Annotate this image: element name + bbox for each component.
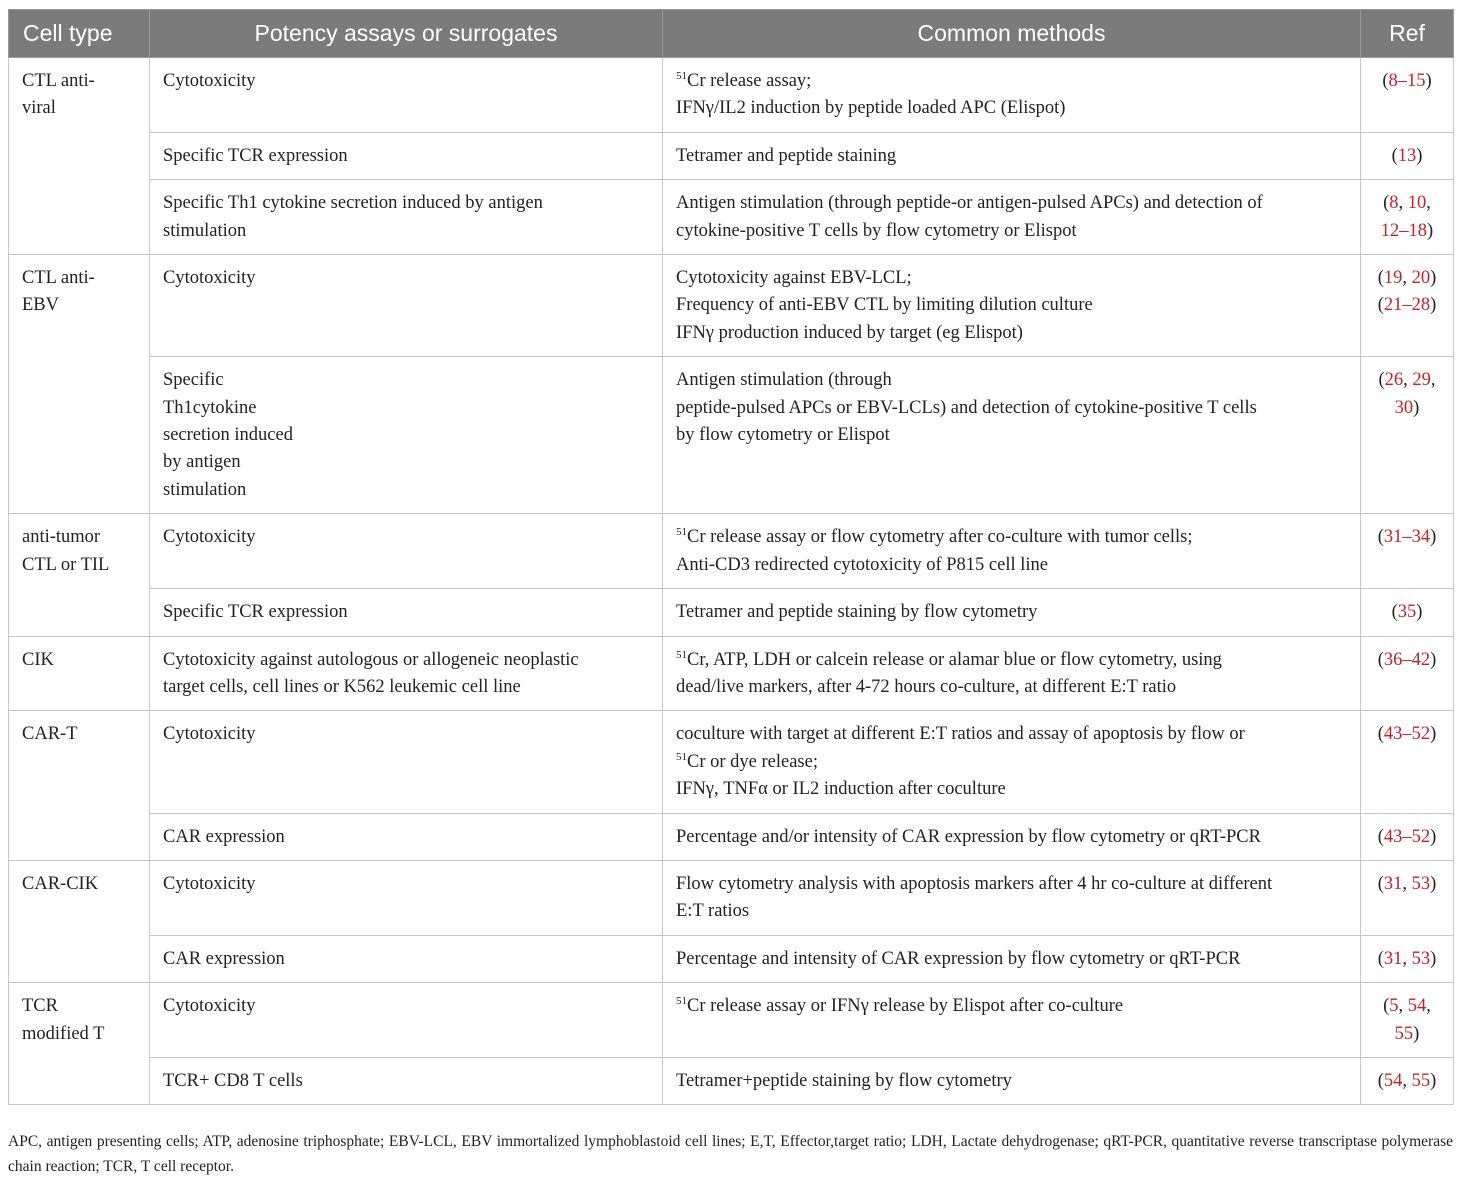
cell-type-cell [9,58,150,255]
ref-punctuation: ( [1382,71,1389,91]
isotope-superscript: 51 [676,750,687,763]
assay-cell [150,132,663,179]
methods-line [676,552,1347,579]
ref-punctuation: , [1426,996,1431,1017]
methods-line [676,674,1347,701]
methods-line [676,143,1347,170]
methods-line [676,599,1347,626]
ref-line [1365,395,1449,422]
methods-line [676,647,1347,674]
methods-line [676,95,1347,122]
assay-text: TCR+ CD8 T cells [163,1070,303,1091]
methods-text: dead/live markers, after 4-72 hours co-culture, at different E:T ratio [676,676,1177,697]
table-row [9,813,1454,860]
assay-text: CAR expression [163,948,285,969]
ref-line [1365,68,1449,95]
methods-line [676,367,1347,394]
ref-punctuation: ( [1377,826,1384,847]
methods-line [676,946,1347,973]
assay-text: stimulation [163,479,247,500]
methods-text: Antigen stimulation (through [676,370,892,391]
table-row [9,357,1454,514]
citation-link[interactable]: 43–52 [1383,724,1431,745]
methods-line [676,190,1347,217]
cell-type-text: viral [22,98,56,119]
methods-text: Percentage and/or intensity of CAR expression by flow cytometry or qRT-PCR [676,826,1261,847]
methods-text: IFNγ production induced by target (eg Elispot) [676,322,1023,343]
assay-cell [150,589,663,636]
ref-line [1365,599,1449,626]
ref-cell [1361,180,1454,255]
cell-type-cell [9,636,150,711]
assay-text: by antigen [163,452,241,473]
ref-punctuation: ) [1416,602,1423,623]
cell-type-text: anti-tumor [22,527,101,548]
methods-text: IFNγ/IL2 induction by peptide loaded APC (Elispot) [676,98,1066,119]
ref-punctuation: , [1426,193,1431,214]
methods-line [676,993,1347,1020]
methods-line [676,824,1347,851]
cell-type-cell [9,514,150,636]
isotope-superscript: 51 [676,70,687,82]
assay-cell [150,357,663,514]
ref-cell [1361,514,1454,589]
ref-punctuation: ) [1430,873,1437,894]
table-row [9,514,1454,589]
cell-type-text: modified T [22,1023,105,1044]
methods-cell [663,255,1361,357]
cell-type-text: EBV [22,295,59,316]
citation-link[interactable]: 31 [1383,948,1403,969]
table-row [9,983,1454,1058]
citation-link[interactable]: 13 [1397,145,1417,166]
ref-punctuation: ) [1430,948,1437,969]
cell-type-text: CAR-T [22,724,78,745]
cell-type-text: CTL anti- [22,71,95,91]
table-row [9,255,1454,357]
methods-text: Percentage and intensity of CAR expression by flow cytometry or qRT-PCR [676,948,1241,969]
table-row [9,711,1454,813]
cell-type-text: CTL anti- [22,268,95,289]
assay-text: Cytotoxicity [163,71,256,91]
cell-type-cell [9,983,150,1105]
ref-line [1365,721,1449,748]
citation-link[interactable]: 20 [1411,268,1431,289]
methods-cell [663,983,1361,1058]
citation-link[interactable]: 55 [1394,1023,1414,1044]
citation-link[interactable]: 12–18 [1380,220,1428,241]
ref-line [1365,1068,1449,1095]
ref-punctuation: ( [1377,1070,1384,1091]
citation-link[interactable]: 55 [1411,1070,1431,1091]
assay-cell [150,58,663,133]
methods-line [676,1068,1347,1095]
citation-link[interactable]: 43–52 [1383,826,1431,847]
citation-link[interactable]: 53 [1411,948,1431,969]
cell-type-cell [9,860,150,982]
methods-cell [663,813,1361,860]
assay-text: Specific [163,370,224,391]
ref-punctuation: ( [1377,268,1384,289]
ref-cell [1361,132,1454,179]
citation-link[interactable]: 31 [1383,873,1403,894]
methods-cell [663,58,1361,133]
table-row [9,935,1454,982]
ref-line [1365,367,1449,394]
assay-text: Cytotoxicity [163,873,256,894]
methods-text: Tetramer and peptide staining [676,145,897,166]
table-header-row [9,10,1454,58]
ref-cell [1361,255,1454,357]
table-row [9,1057,1454,1104]
cell-type-text: CIK [22,649,54,670]
ref-punctuation: ) [1413,1023,1420,1044]
ref-line [1365,143,1449,170]
ref-line [1365,647,1449,674]
methods-text: by flow cytometry or Elispot [676,425,890,446]
column-header-cell-type: Cell type [9,10,150,58]
assay-text: Th1cytokine [163,397,257,418]
cell-type-text: CAR-CIK [22,873,99,894]
methods-text: E:T ratios [676,901,750,922]
citation-link[interactable]: 31–34 [1383,527,1431,548]
ref-line [1365,218,1449,245]
assay-cell [150,935,663,982]
ref-line [1365,946,1449,973]
ref-cell [1361,711,1454,813]
assay-cell [150,860,663,935]
ref-punctuation: ( [1377,527,1384,548]
methods-cell [663,860,1361,935]
assay-text: Cytotoxicity [163,996,256,1017]
ref-line [1365,993,1449,1020]
assay-cell [150,514,663,589]
table-row [9,589,1454,636]
methods-cell [663,357,1361,514]
ref-punctuation: , [1402,948,1412,969]
ref-punctuation: , [1398,193,1408,214]
ref-punctuation: , [1402,873,1412,894]
methods-line [676,320,1347,347]
isotope-superscript: 51 [676,995,687,1008]
ref-punctuation: ( [1377,873,1384,894]
ref-punctuation: ( [1391,602,1398,623]
assay-text: Cytotoxicity against autologous or allogeneic neoplastic [163,649,579,670]
methods-text: Anti-CD3 redirected cytotoxicity of P815 cell line [676,554,1048,575]
table-row [9,636,1454,711]
ref-punctuation: ) [1425,71,1432,91]
ref-punctuation: ( [1377,948,1384,969]
citation-link[interactable]: 53 [1411,873,1431,894]
ref-punctuation: , [1430,370,1436,391]
cell-type-cell [9,255,150,514]
methods-line [676,721,1347,748]
ref-punctuation: ( [1383,996,1390,1017]
table-row [9,860,1454,935]
ref-punctuation: , [1402,268,1412,289]
cell-type-text: TCR [22,996,58,1017]
citation-link[interactable]: 30 [1394,397,1414,418]
ref-punctuation: ) [1430,649,1437,670]
citation-link[interactable]: 26 [1384,370,1404,391]
ref-cell [1361,58,1454,133]
methods-line [676,749,1347,776]
methods-text: IFNγ, TNFα or IL2 induction after coculture [676,779,1006,800]
ref-line [1365,190,1449,217]
isotope-superscript: 51 [676,648,687,661]
methods-text: Cr release assay or flow cytometry after co-culture with tumor cells; [687,527,1193,548]
methods-text: Cytotoxicity against EBV-LCL; [676,268,912,289]
citation-link[interactable]: 29 [1412,370,1431,391]
column-header-common-methods: Common methods [663,10,1361,58]
assay-text: Specific Th1 cytokine secretion induced by antigen [163,193,543,214]
ref-punctuation: ) [1430,268,1437,289]
ref-punctuation: ) [1430,826,1437,847]
ref-cell [1361,860,1454,935]
citation-link[interactable]: 21–28 [1383,295,1431,316]
methods-text: Tetramer+peptide staining by flow cytometry [676,1070,1012,1091]
ref-punctuation: ) [1427,220,1434,241]
methods-text: cytokine-positive T cells by flow cytometry or Elispot [676,220,1077,241]
column-header-potency-assays: Potency assays or surrogates [150,10,663,58]
ref-punctuation: ) [1430,527,1437,548]
methods-text: Flow cytometry analysis with apoptosis markers after 4 hr co-culture at different [676,873,1273,894]
assay-text: Specific TCR expression [163,145,348,166]
methods-text: Cr, ATP, LDH or calcein release or alamar blue or flow cytometry, using [687,649,1222,670]
column-header-ref: Ref [1361,10,1454,58]
methods-text: Antigen stimulation (through peptide-or antigen-pulsed APCs) and detection of [676,193,1263,214]
ref-punctuation: ( [1377,649,1384,670]
assay-text: target cells, cell lines or K562 leukemic cell line [163,676,521,697]
ref-punctuation: ) [1430,295,1437,316]
methods-line [676,218,1347,245]
assay-text: Cytotoxicity [163,724,256,745]
ref-line [1365,824,1449,851]
citation-link[interactable]: 5 [1389,996,1399,1017]
methods-line [676,292,1347,319]
citation-link[interactable]: 54 [1407,996,1427,1017]
assay-text: secretion induced [163,425,293,446]
ref-punctuation: ) [1430,1070,1437,1091]
methods-line [676,524,1347,551]
assay-cell [150,711,663,813]
methods-line [676,265,1347,292]
assay-text: Cytotoxicity [163,268,256,289]
assay-text: Cytotoxicity [163,527,256,548]
ref-line [1365,524,1449,551]
ref-punctuation: ( [1378,370,1385,391]
table-row [9,58,1454,133]
methods-line [676,395,1347,422]
methods-line [676,898,1347,925]
methods-line [676,422,1347,449]
assay-text: stimulation [163,220,247,241]
assay-cell [150,180,663,255]
methods-cell [663,935,1361,982]
assay-cell [150,983,663,1058]
methods-text: coculture with target at different E:T ratios and assay of apoptosis by flow or [676,724,1245,745]
citation-link[interactable]: 35 [1397,602,1417,623]
assay-cell [150,255,663,357]
methods-text: peptide-pulsed APCs or EBV-LCLs) and detection of cytokine-positive T cells [676,397,1257,418]
ref-punctuation: ( [1377,724,1384,745]
citation-link[interactable]: 19 [1383,268,1403,289]
citation-link[interactable]: 10 [1407,193,1427,214]
ref-punctuation: , [1398,996,1408,1017]
ref-punctuation: , [1402,1070,1412,1091]
table-row [9,132,1454,179]
citation-link[interactable]: 8 [1389,193,1399,214]
methods-line [676,871,1347,898]
potency-assays-table [8,9,1454,1105]
methods-cell [663,1057,1361,1104]
methods-cell [663,636,1361,711]
methods-text: Frequency of anti-EBV CTL by limiting dilution culture [676,295,1093,316]
ref-punctuation: ( [1377,295,1384,316]
table-row [9,180,1454,255]
ref-cell [1361,813,1454,860]
cell-type-text: CTL or TIL [22,554,110,575]
citation-link[interactable]: 8–15 [1388,71,1426,91]
table-body [9,58,1454,1105]
citation-link[interactable]: 36–42 [1383,649,1431,670]
methods-line [676,776,1347,803]
cell-type-cell [9,711,150,861]
methods-text: Cr release assay or IFNγ release by Elispot after co-culture [687,996,1124,1017]
isotope-superscript: 51 [676,526,687,539]
methods-line [676,68,1347,95]
methods-cell [663,180,1361,255]
table-footnote: APC, antigen presenting cells; ATP, adenosine triphosphate; EBV-LCL, EBV immortalized lymphoblastoid cell lines; E,T, Effector,target ratio; LDH, Lactate dehydrogenase; qRT-PCR, quantitative reverse transcriptase polymerase chain reaction; TCR, T cell receptor. [8,1133,1453,1175]
citation-link[interactable]: 54 [1383,1070,1403,1091]
ref-line [1365,265,1449,292]
methods-cell [663,711,1361,813]
assay-text: CAR expression [163,826,285,847]
ref-cell [1361,1057,1454,1104]
assay-text: Specific TCR expression [163,602,348,623]
ref-punctuation: ) [1430,724,1437,745]
methods-cell [663,514,1361,589]
methods-text: Cr release assay; [687,71,812,91]
methods-cell [663,589,1361,636]
ref-line [1365,1021,1449,1048]
methods-text: Tetramer and peptide staining by flow cytometry [676,602,1038,623]
methods-cell [663,132,1361,179]
ref-punctuation: , [1403,370,1413,391]
ref-line [1365,871,1449,898]
methods-text: Cr or dye release; [687,751,818,772]
ref-cell [1361,935,1454,982]
ref-cell [1361,589,1454,636]
ref-punctuation: ) [1413,397,1420,418]
ref-cell [1361,357,1454,514]
ref-cell [1361,636,1454,711]
ref-line [1365,292,1449,319]
assay-cell [150,813,663,860]
ref-cell [1361,983,1454,1058]
ref-punctuation: ( [1383,193,1390,214]
assay-cell [150,636,663,711]
ref-punctuation: ) [1416,145,1423,166]
ref-punctuation: ( [1391,145,1398,166]
assay-cell [150,1057,663,1104]
